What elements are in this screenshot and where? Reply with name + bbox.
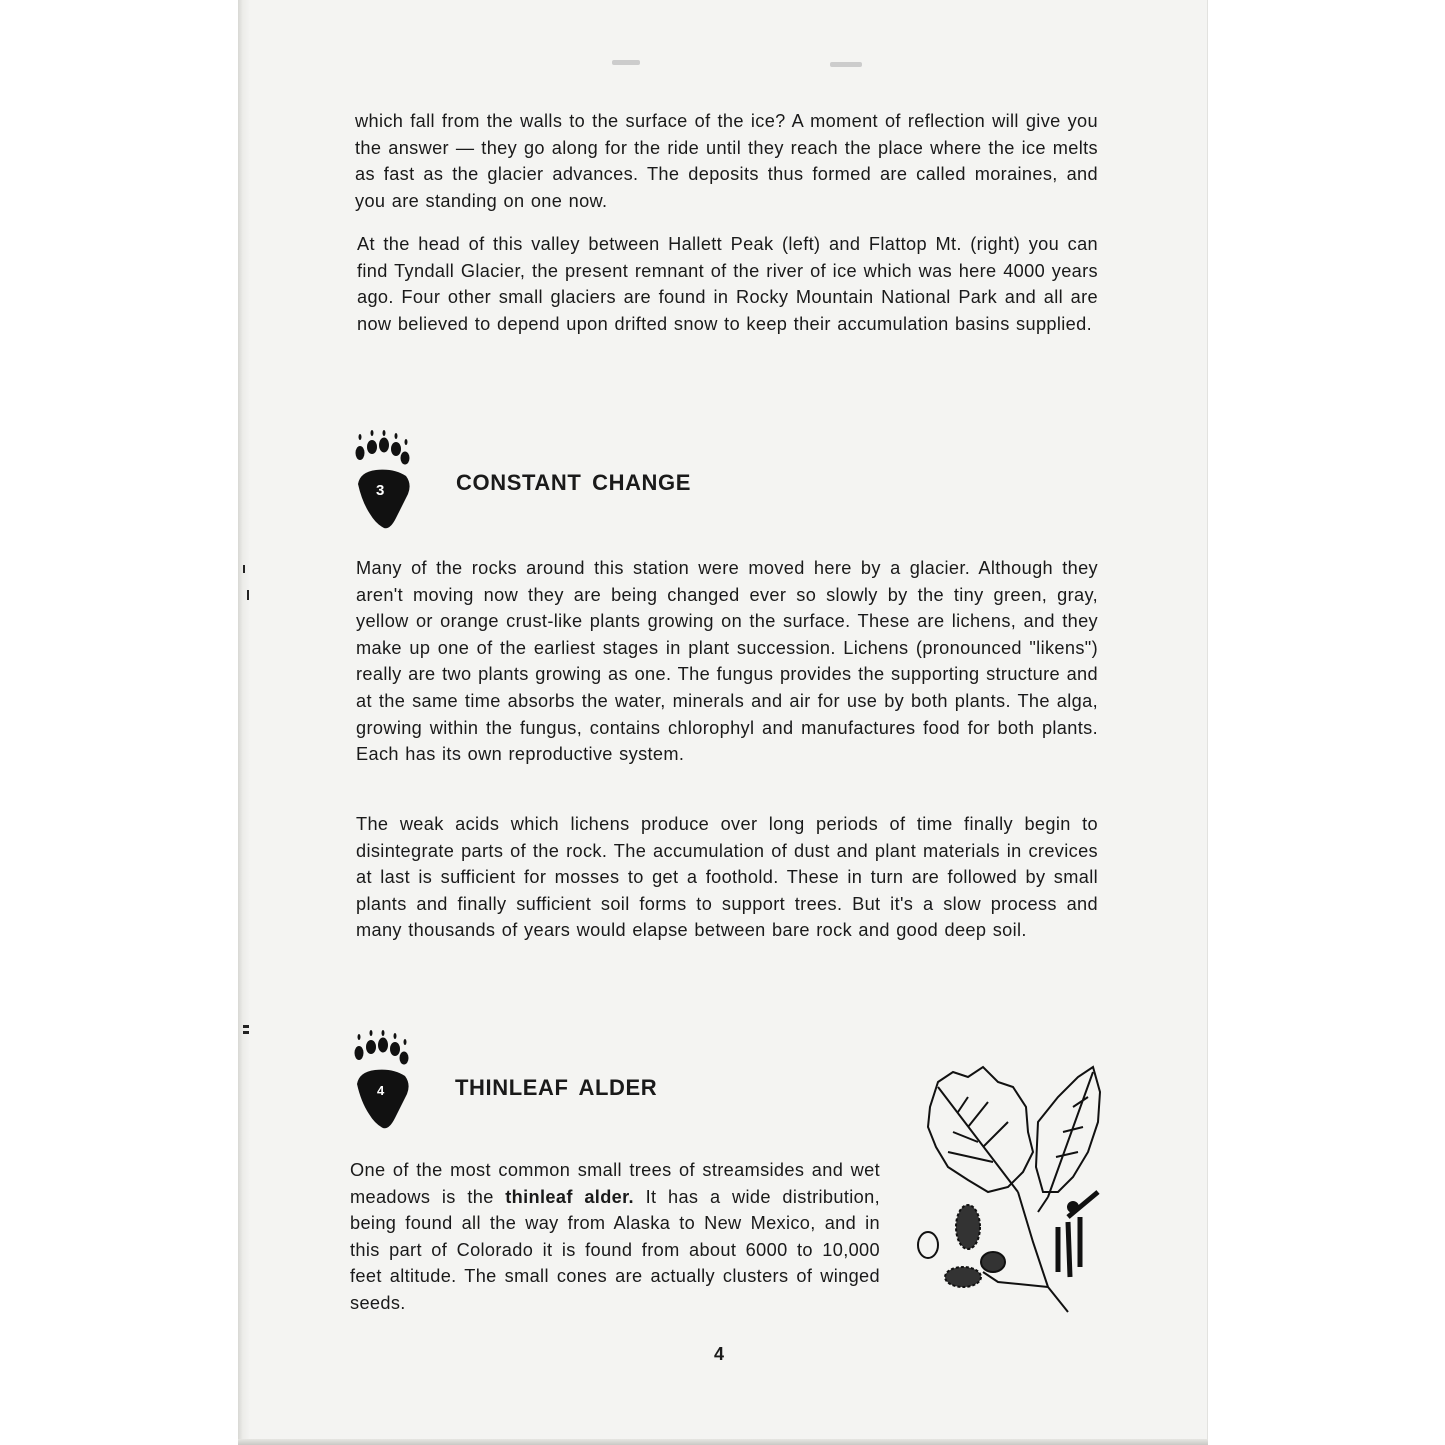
scan-mark	[830, 62, 862, 67]
paragraph-moraines: which fall from the walls to the surface of the ice? A moment of reflection will give you the answer — they go along for the ride until they reach the place where the ice melts as fast as the glacier advances. The deposits thus formed are called moraines, and you are standing on one now.	[355, 111, 1098, 211]
alder-branch-illustration	[908, 1052, 1108, 1322]
station-number: 3	[376, 482, 385, 499]
paragraph-thinleaf-alder	[350, 1157, 880, 1317]
section-title-constant-change: CONSTANT CHANGE	[456, 470, 692, 495]
paragraph-lichens: Many of the rocks around this station were moved here by a glacier. Although they aren't moving now they are being changed ever so slowly by the tiny green, gray, yellow or orange crust-like plants growing on the surface. These are lichens, and they make up one of the earliest stages in plant succession. Lichens (pronounced "likens") really are two plants growing as one. The fungus provides the supporting structure and at the same time absorbs the water, minerals and air for use by both plants. The alga, growing within the fungus, contains chlorophyl and manufactures food for both plants. Each has its own reproductive system.	[356, 558, 1098, 765]
bold-term: thinleaf alder.	[505, 1186, 634, 1207]
page-number: 4	[714, 1344, 725, 1364]
binding-mark	[243, 1031, 249, 1034]
bear-paw-icon	[354, 428, 412, 532]
binding-edge	[238, 0, 250, 1440]
paragraph-soil-formation: The weak acids which lichens produce over long periods of time finally begin to disintegrate parts of the rock. The accumulation of dust and plant materials in crevices at last is sufficient for mosses to get a foothold. These in turn are followed by small plants and finally sufficient soil forms to support trees. But it's a slow process and many thousands of years would elapse between bare rock and good deep soil.	[356, 814, 1098, 941]
binding-mark	[247, 590, 249, 600]
bear-paw-icon	[353, 1028, 411, 1132]
section-title-thinleaf-alder: THINLEAF ALDER	[455, 1075, 658, 1100]
text: It has a wide distribution, being found all the way from Alaska to New Mexico, and in this part of Colorado it is found from about 6000 to 10,000 feet altitude. The small cones are actually clusters of winged seeds.	[350, 1186, 880, 1313]
page-bottom-edge	[238, 1439, 1208, 1445]
binding-mark	[243, 565, 245, 573]
text: One of the most common small trees of streamsides and wet meadows is the	[350, 1160, 880, 1207]
paragraph-tyndall-glacier: At the head of this valley between Hallett Peak (left) and Flattop Mt. (right) you can find Tyndall Glacier, the present remnant of the river of ice which was here 4000 years ago. Four other small glaciers are found in Rocky Mountain National Park and all are now believed to depend upon drifted snow to keep their accumulation basins supplied.	[357, 234, 1098, 334]
station-number: 4	[377, 1083, 385, 1098]
scan-mark	[612, 60, 640, 65]
binding-mark	[243, 1025, 249, 1028]
